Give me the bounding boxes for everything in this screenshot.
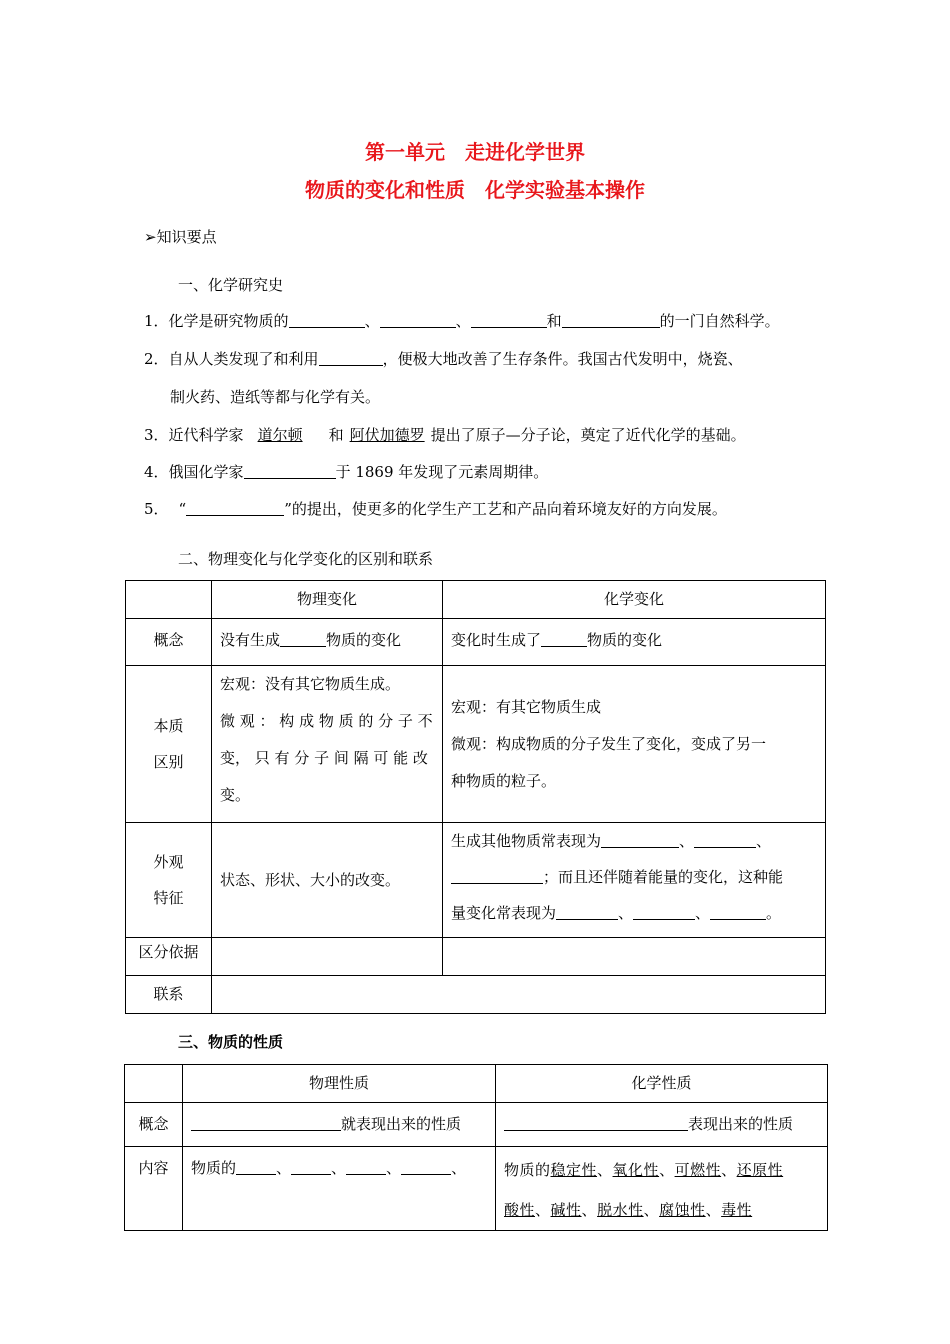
- history-item-1: 1．化学是研究物质的 、 、 和 的一门自然科学。: [144, 312, 780, 330]
- key-points-heading: ➢知识要点: [144, 228, 217, 246]
- table-row-relation: [126, 976, 826, 1014]
- fill-blank[interactable]: [289, 312, 365, 328]
- row-label: 本质 区别: [126, 666, 212, 823]
- item-number: 1．: [144, 312, 169, 330]
- fill-blank[interactable]: [236, 1159, 276, 1175]
- section1-heading: 一、化学研究史: [178, 276, 284, 294]
- chemical-basis-cell[interactable]: [443, 938, 826, 976]
- fill-blank[interactable]: [401, 1159, 451, 1175]
- physical-appearance-cell: 状态、形状、大小的改变。: [212, 823, 443, 938]
- fill-blank[interactable]: [504, 1115, 688, 1131]
- section2-heading: 二、物理变化与化学变化的区别和联系: [178, 550, 434, 568]
- history-item-3: 3．近代科学家 道尔顿 和 阿伏加德罗 提出了原子—分子论，奠定了近代化学的基础。: [144, 426, 746, 444]
- header-chemical-property: 化学性质: [496, 1065, 828, 1103]
- item-number: 4．: [144, 463, 169, 481]
- item-number: 3．: [144, 426, 169, 444]
- property-oxidizing: 氧化性: [612, 1161, 660, 1179]
- fill-blank[interactable]: [601, 832, 679, 848]
- table-corner-cell: [126, 581, 212, 619]
- section3-heading: 三、物质的性质: [178, 1033, 284, 1051]
- relation-cell[interactable]: [212, 976, 826, 1014]
- physical-property-concept-cell: 就表现出来的性质: [183, 1103, 496, 1147]
- table-header-row: [125, 1065, 828, 1103]
- row-label: 概念: [126, 619, 212, 666]
- row-label: 区分依据: [126, 938, 212, 976]
- row-label: 联系: [126, 976, 212, 1014]
- table-row-essence: [126, 666, 826, 823]
- row-label: 外观 特征: [126, 823, 212, 938]
- property-corrosive: 腐蚀性: [659, 1201, 706, 1219]
- fill-blank[interactable]: [291, 1159, 331, 1175]
- property-alkalinity: 碱性: [550, 1201, 582, 1219]
- property-dehydrating: 脱水性: [597, 1201, 644, 1219]
- chemical-property-content-cell: 物质的稳定性、氧化性、可燃性、还原性 酸性、碱性、脱水性、腐蚀性、毒性: [496, 1147, 828, 1231]
- fill-blank[interactable]: [694, 832, 756, 848]
- header-physical-property: 物理性质: [183, 1065, 496, 1103]
- fill-blank[interactable]: [633, 904, 695, 920]
- physical-basis-cell[interactable]: [212, 938, 443, 976]
- row-label: 概念: [125, 1103, 183, 1147]
- property-stability: 稳定性: [550, 1161, 598, 1179]
- header-physical-change: 物理变化: [212, 581, 443, 619]
- fill-blank[interactable]: [319, 350, 383, 366]
- property-toxicity: 毒性: [721, 1201, 753, 1219]
- property-reducing: 还原性: [736, 1161, 784, 1179]
- table-row-content: [125, 1147, 828, 1231]
- scientist-avogadro: 阿伏加德罗: [349, 426, 425, 444]
- scientist-dalton: 道尔顿: [257, 426, 303, 444]
- table-corner-cell: [125, 1065, 183, 1103]
- fill-blank[interactable]: [346, 1159, 386, 1175]
- history-item-5: 5． “ ”的提出，使更多的化学生产工艺和产品向着环境友好的方向发展。: [144, 500, 727, 518]
- fill-blank[interactable]: [541, 631, 587, 647]
- chemical-essence-cell: 宏观：有其它物质生成 微观：构成物质的分子发生了变化，变成了另一 种物质的粒子。: [443, 666, 826, 823]
- unit-title: 第一单元 走进化学世界: [365, 140, 585, 164]
- physical-essence-cell: 宏观：没有其它物质生成。 微 观 ： 构 成 物 质 的 分 子 不 变， 只 有 分 子 间 隔 可 能 改 变。: [212, 666, 443, 823]
- table-row-concept: [125, 1103, 828, 1147]
- physical-concept-cell: 没有生成 物质的变化: [212, 619, 443, 666]
- fill-blank[interactable]: [191, 1115, 341, 1131]
- fill-blank[interactable]: [471, 312, 547, 328]
- fill-blank[interactable]: [556, 904, 618, 920]
- table-row-concept: [126, 619, 826, 666]
- row-label: 内容: [125, 1147, 183, 1231]
- change-comparison-table: [125, 580, 826, 1014]
- property-table: [124, 1064, 828, 1231]
- table-header-row: [126, 581, 826, 619]
- fill-blank[interactable]: [280, 631, 326, 647]
- fill-blank[interactable]: [380, 312, 456, 328]
- history-item-2: 2．自从人类发现了和利用 ，便极大地改善了生存条件。我国古代发明中，烧瓷、: [144, 350, 743, 368]
- physical-property-content-cell: 物质的 、 、 、 、: [183, 1147, 496, 1231]
- chemical-property-concept-cell: 表现出来的性质: [496, 1103, 828, 1147]
- item-number: 2．: [144, 350, 169, 368]
- header-chemical-change: 化学变化: [443, 581, 826, 619]
- chemical-appearance-cell: 生成其他物质常表现为 、 、 ；而且还伴随着能量的变化，这种能 量变化常表现为 、 、 。: [443, 823, 826, 938]
- chemical-concept-cell: 变化时生成了 物质的变化: [443, 619, 826, 666]
- item-number: 5．: [144, 500, 169, 518]
- fill-blank[interactable]: [186, 500, 284, 516]
- property-flammability: 可燃性: [674, 1161, 722, 1179]
- fill-blank[interactable]: [451, 868, 543, 884]
- fill-blank[interactable]: [710, 904, 766, 920]
- table-row-basis: [126, 938, 826, 976]
- table-row-appearance: [126, 823, 826, 938]
- history-item-4: 4．俄国化学家 于 1869 年发现了元素周期律。: [144, 463, 549, 481]
- lesson-title: 物质的变化和性质 化学实验基本操作: [305, 178, 645, 202]
- history-item-2-cont: 制火药、造纸等都与化学有关。: [170, 388, 381, 406]
- fill-blank[interactable]: [244, 463, 336, 479]
- property-acidity: 酸性: [504, 1201, 536, 1219]
- fill-blank[interactable]: [562, 312, 660, 328]
